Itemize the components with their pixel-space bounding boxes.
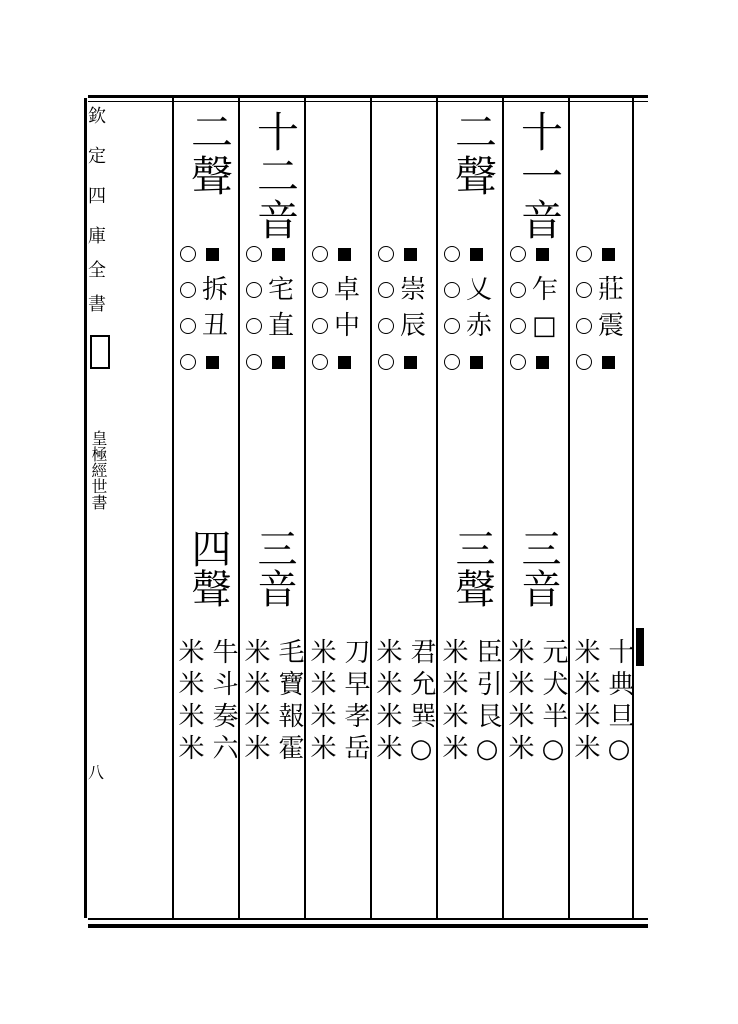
filled-square-mark — [470, 248, 483, 261]
rhyme-char: 丑 — [202, 311, 229, 341]
mark-row — [174, 308, 238, 344]
circle-mark — [510, 282, 526, 298]
filled-square-mark — [272, 248, 285, 261]
filled-square-mark — [404, 248, 417, 261]
mark-row — [240, 308, 304, 344]
rhyme-column — [438, 98, 502, 918]
circle-mark — [180, 246, 196, 262]
char-list-left: 牛斗奏六 — [208, 638, 238, 766]
mark-row — [372, 236, 436, 272]
char-list-left: 十典旦○ — [604, 638, 634, 770]
frame-bottom-border-thick — [88, 924, 648, 928]
rhyme-char: □ — [532, 311, 557, 341]
char-list-left: 刀早孝岳 — [340, 638, 370, 766]
mark-row — [504, 272, 568, 308]
rhyme-char: 中 — [334, 311, 361, 341]
mark-row — [306, 308, 370, 344]
char-list-right: 米米米米 — [372, 638, 402, 766]
sub-heading: 三音 — [515, 528, 561, 608]
circle-mark — [246, 282, 262, 298]
circle-mark — [378, 354, 394, 370]
mark-row — [372, 308, 436, 344]
column-heading: 二聲 — [449, 110, 498, 198]
mark-row — [438, 236, 502, 272]
mark-grid — [504, 236, 568, 356]
rhyme-char: 乂 — [466, 275, 493, 305]
rhyme-column — [174, 98, 238, 918]
column-heading: 十一音 — [515, 110, 564, 242]
circle-mark — [246, 318, 262, 334]
char-list — [240, 638, 304, 766]
filled-square-mark — [602, 356, 615, 369]
filled-square-mark — [470, 356, 483, 369]
circle-mark — [180, 282, 196, 298]
char-list — [504, 638, 568, 770]
mark-row — [438, 344, 502, 380]
mark-row — [174, 236, 238, 272]
filled-square-mark — [338, 248, 351, 261]
filled-square-mark — [206, 248, 219, 261]
sub-heading: 四聲 — [185, 528, 231, 608]
circle-mark — [312, 246, 328, 262]
circle-mark — [576, 318, 592, 334]
circle-mark — [576, 282, 592, 298]
mark-row — [570, 236, 634, 272]
char-list — [174, 638, 238, 766]
circle-mark — [312, 282, 328, 298]
mark-grid — [240, 236, 304, 356]
margin-fishtail-mark — [90, 335, 110, 369]
rhyme-char: 卓 — [334, 275, 361, 305]
sub-heading: 三聲 — [449, 528, 495, 608]
circle-mark — [444, 246, 460, 262]
circle-mark — [510, 318, 526, 334]
sub-heading: 三音 — [251, 528, 297, 608]
margin-char: 庫 — [88, 226, 106, 247]
char-list — [306, 638, 370, 766]
margin-char: 四 — [88, 186, 106, 207]
mark-row — [504, 236, 568, 272]
mark-grid — [570, 236, 634, 356]
circle-mark — [246, 354, 262, 370]
rhyme-char: 赤 — [466, 311, 493, 341]
circle-mark — [444, 282, 460, 298]
mark-row — [306, 236, 370, 272]
circle-mark — [378, 246, 394, 262]
filled-square-mark — [404, 356, 417, 369]
circle-mark — [180, 318, 196, 334]
margin-char: 全 — [88, 260, 106, 281]
circle-mark — [180, 354, 196, 370]
mark-row — [504, 308, 568, 344]
rhyme-char: 拆 — [202, 275, 229, 305]
margin-char: 書 — [88, 294, 106, 315]
circle-mark — [246, 246, 262, 262]
mark-row — [240, 272, 304, 308]
rhyme-char: 宅 — [268, 275, 295, 305]
rhyme-column — [372, 98, 436, 918]
char-list-right: 米米米米 — [438, 638, 468, 766]
circle-mark — [510, 246, 526, 262]
char-list — [438, 638, 502, 770]
char-list — [372, 638, 436, 770]
char-list-left: 元犬半○ — [538, 638, 568, 770]
char-list-left: 臣引艮○ — [472, 638, 502, 770]
rhyme-char: 震 — [598, 311, 625, 341]
mark-grid — [438, 236, 502, 356]
filled-square-mark — [206, 356, 219, 369]
circle-mark — [444, 354, 460, 370]
mark-row — [174, 272, 238, 308]
rhyme-char: 崇 — [400, 275, 427, 305]
rhyme-column — [504, 98, 568, 918]
char-list-right: 米米米米 — [174, 638, 204, 766]
filled-square-mark — [602, 248, 615, 261]
rhyme-char: 莊 — [598, 275, 625, 305]
rhyme-char: 乍 — [532, 275, 559, 305]
mark-grid — [372, 236, 436, 356]
mark-row — [570, 344, 634, 380]
mark-row — [504, 344, 568, 380]
mark-row — [372, 272, 436, 308]
mark-row — [240, 344, 304, 380]
mark-row — [306, 344, 370, 380]
filled-square-mark — [272, 356, 285, 369]
mark-grid — [306, 236, 370, 356]
circle-mark — [312, 354, 328, 370]
margin-char: 定 — [88, 146, 106, 167]
page-tab-marker — [636, 628, 644, 666]
rhyme-column — [240, 98, 304, 918]
circle-mark — [576, 354, 592, 370]
column-heading: 十二音 — [251, 110, 300, 242]
mark-row — [174, 344, 238, 380]
rhyme-column — [306, 98, 370, 918]
mark-row — [372, 344, 436, 380]
rhyme-char: 直 — [268, 311, 295, 341]
circle-mark — [312, 318, 328, 334]
column-heading: 二聲 — [185, 110, 234, 198]
char-list-right: 米米米米 — [306, 638, 336, 766]
mark-row — [570, 272, 634, 308]
page-number: 八 — [88, 763, 105, 782]
circle-mark — [444, 318, 460, 334]
frame-bottom-border — [88, 918, 648, 920]
rhyme-char: 辰 — [400, 311, 427, 341]
char-list-right: 米米米米 — [240, 638, 270, 766]
circle-mark — [378, 318, 394, 334]
book-title-label: 皇極經世書 — [89, 430, 108, 510]
mark-row — [438, 308, 502, 344]
char-list-left: 君允巽○ — [406, 638, 436, 770]
rhyme-column — [570, 98, 634, 918]
char-list-left: 毛寶報霍 — [274, 638, 304, 766]
filled-square-mark — [536, 356, 549, 369]
mark-row — [240, 236, 304, 272]
circle-mark — [510, 354, 526, 370]
circle-mark — [378, 282, 394, 298]
char-list-right: 米米米米 — [504, 638, 534, 766]
margin-char: 欽 — [88, 106, 106, 127]
circle-mark — [576, 246, 592, 262]
filled-square-mark — [338, 356, 351, 369]
mark-row — [438, 272, 502, 308]
mark-grid — [174, 236, 238, 356]
char-list — [570, 638, 634, 770]
char-list-right: 米米米米 — [570, 638, 600, 766]
mark-row — [570, 308, 634, 344]
mark-row — [306, 272, 370, 308]
filled-square-mark — [536, 248, 549, 261]
